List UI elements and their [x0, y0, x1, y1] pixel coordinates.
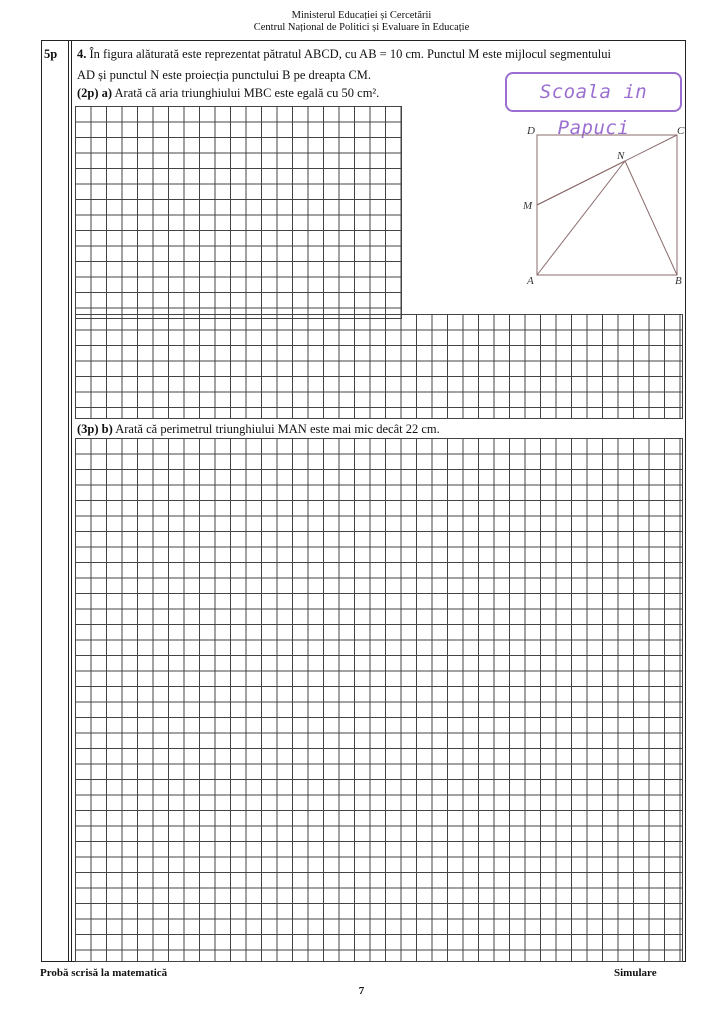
- page-number: 7: [358, 985, 365, 997]
- header-center: Centrul Național de Politici și Evaluare în Educație: [253, 22, 470, 33]
- footer-exam-type: Simulare: [614, 967, 657, 979]
- problem-text-line1: În figura alăturată este reprezentat pătratul ABCD, cu AB = 10 cm. Punctul M este mijlocul segmentului: [89, 47, 611, 61]
- label-b: B: [675, 275, 682, 287]
- watermark-badge: Scoala in Papuci: [505, 72, 682, 112]
- square-abcd: [537, 135, 677, 275]
- part-b-points: (3p): [77, 422, 99, 436]
- label-n: N: [617, 150, 625, 162]
- header-ministry: Ministerul Educației și Cercetării: [291, 10, 432, 21]
- part-b-text: Arată că perimetrul triunghiului MAN este mai mic decât 22 cm.: [115, 422, 440, 436]
- problem-statement-line1: [77, 47, 611, 62]
- segment-bn: [625, 161, 677, 275]
- label-a: A: [527, 275, 534, 287]
- footer-subject: Probă scrisă la matematică: [40, 967, 168, 979]
- problem-text-line2: AD și punctul N este proiecția punctului B pe dreapta CM.: [77, 68, 372, 82]
- segment-mn: [537, 161, 625, 205]
- answer-grid-a-top: [75, 106, 402, 319]
- label-c: C: [677, 125, 685, 137]
- part-a-points: (2p): [77, 86, 99, 100]
- label-d: D: [527, 125, 535, 137]
- part-a-label: a): [101, 86, 113, 100]
- segment-an: [537, 161, 625, 275]
- answer-grid-b: [75, 438, 683, 962]
- label-m: M: [523, 200, 533, 212]
- part-b-statement: [77, 422, 440, 437]
- part-a-statement: [77, 86, 379, 101]
- problem-points: 5p: [44, 47, 58, 61]
- problem-number: 4.: [77, 47, 87, 61]
- answer-grid-a-bottom: [75, 314, 683, 419]
- square-figure: [515, 120, 685, 290]
- part-b-label: b): [101, 422, 113, 436]
- points-column-divider: [68, 40, 72, 962]
- part-a-text: Arată că aria triunghiului MBC este egală cu 50 cm².: [114, 86, 380, 100]
- problem-statement-line2: [77, 68, 371, 83]
